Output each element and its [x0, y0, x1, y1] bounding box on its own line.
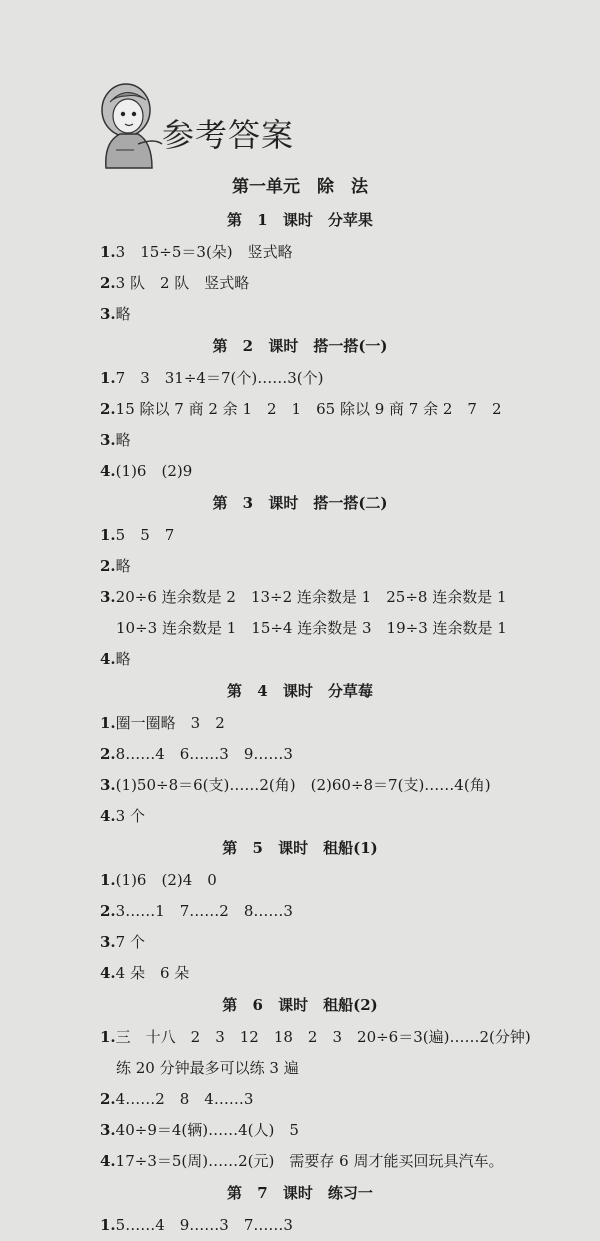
lesson-title: 第 5 课时 租船(1): [222, 839, 378, 857]
answer-line: [0, 551, 600, 582]
answer-line: [0, 1084, 600, 1115]
girl-mascot-icon: [92, 80, 164, 172]
answer-text: 7 个: [115, 933, 145, 951]
answer-text: (1)6 (2)9: [115, 462, 193, 480]
answer-text: 4……2 8 4……3: [115, 1090, 254, 1108]
question-number: 1.: [100, 526, 116, 544]
question-number: 4.: [100, 650, 116, 668]
question-number: 3.: [100, 1121, 116, 1139]
answer-text: (1)50÷8＝6(支)……2(角) (2)60÷8＝7(支)……4(角): [115, 776, 491, 794]
answer-line: [0, 520, 600, 551]
question-number: 2.: [100, 557, 116, 575]
question-number: 3.: [100, 305, 116, 323]
answer-text: (1)6 (2)4 0: [115, 871, 217, 889]
lesson-title: 第 4 课时 分草莓: [227, 682, 373, 700]
answer-text: 5……4 9……3 7……3: [115, 1216, 293, 1234]
answer-line: [0, 1210, 600, 1241]
answer-text: 40÷9＝4(辆)……4(人) 5: [115, 1121, 299, 1139]
answer-text: 4 朵 6 朵: [115, 964, 190, 982]
lessons-list: [0, 204, 600, 1241]
answer-text: 20÷6 连余数是 2 13÷2 连余数是 1 25÷8 连余数是 1: [115, 588, 507, 606]
question-number: 1.: [100, 369, 116, 387]
answer-line: [0, 1022, 600, 1053]
answer-line: [0, 739, 600, 770]
question-number: 1.: [100, 714, 116, 732]
answer-header: [92, 80, 332, 172]
question-number: 4.: [100, 964, 116, 982]
lesson-title: 第 3 课时 搭一搭(二): [212, 494, 388, 512]
answer-text: 略: [115, 431, 131, 449]
answer-text: 5 5 7: [115, 526, 175, 544]
answer-text: 略: [115, 305, 131, 323]
answer-line: [0, 268, 600, 299]
answer-line: [0, 394, 600, 425]
answer-text: 3……1 7……2 8……3: [115, 902, 293, 920]
question-number: 3.: [100, 431, 116, 449]
answer-line: [0, 801, 600, 832]
answer-text: 17÷3＝5(周)……2(元) 需要存 6 周才能买回玩具汽车。: [115, 1152, 504, 1170]
answer-line: [0, 613, 600, 644]
answer-line: [0, 456, 600, 487]
answer-text: 圈一圈略 3 2: [115, 714, 225, 732]
question-number: 2.: [100, 745, 116, 763]
answer-text: 3 个: [115, 807, 145, 825]
answer-text: 8……4 6……3 9……3: [115, 745, 293, 763]
question-number: 3.: [100, 776, 116, 794]
answer-line: [0, 299, 600, 330]
answer-line: [0, 1053, 600, 1084]
answer-text: 练 20 分钟最多可以练 3 遍: [116, 1059, 299, 1077]
answer-text: 15 除以 7 商 2 余 1 2 1 65 除以 9 商 7 余 2 7 2: [115, 400, 502, 418]
answer-line: [0, 958, 600, 989]
answer-title: 参考答案: [162, 116, 295, 154]
question-number: 4.: [100, 807, 116, 825]
answer-line: [0, 896, 600, 927]
answer-line: [0, 644, 600, 675]
answer-line: [0, 865, 600, 896]
answer-line: [0, 425, 600, 456]
question-number: 1.: [100, 1216, 116, 1234]
answer-line: [0, 363, 600, 394]
answer-line: [0, 582, 600, 613]
question-number: 2.: [100, 902, 116, 920]
answer-content: [0, 170, 600, 1241]
question-number: 3.: [100, 588, 116, 606]
answer-text: 3 队 2 队 竖式略: [115, 274, 250, 292]
question-number: 4.: [100, 1152, 116, 1170]
answer-text: 3 15÷5＝3(朵) 竖式略: [115, 243, 293, 261]
answer-line: [0, 1146, 600, 1177]
answer-text: 略: [115, 650, 131, 668]
answer-line: [0, 1115, 600, 1146]
answer-text: 略: [115, 557, 131, 575]
answer-text: 三 十八 2 3 12 18 2 3 20÷6＝3(遍)……2(分钟): [115, 1028, 531, 1046]
answer-line: [0, 237, 600, 268]
answer-text: 7 3 31÷4＝7(个)……3(个): [115, 369, 324, 387]
question-number: 1.: [100, 243, 116, 261]
lesson-title: 第 1 课时 分苹果: [227, 211, 373, 229]
lesson-title: 第 2 课时 搭一搭(一): [212, 337, 388, 355]
question-number: 2.: [100, 400, 116, 418]
question-number: 4.: [100, 462, 116, 480]
answer-line: [0, 770, 600, 801]
lesson-title: 第 7 课时 练习一: [227, 1184, 373, 1202]
answer-text: 10÷3 连余数是 1 15÷4 连余数是 3 19÷3 连余数是 1: [116, 619, 507, 637]
question-number: 3.: [100, 933, 116, 951]
unit-title: 第一单元 除 法: [232, 177, 368, 197]
answer-line: [0, 927, 600, 958]
question-number: 2.: [100, 274, 116, 292]
question-number: 2.: [100, 1090, 116, 1108]
answer-line: [0, 708, 600, 739]
question-number: 1.: [100, 1028, 116, 1046]
lesson-title: 第 6 课时 租船(2): [222, 996, 378, 1014]
question-number: 1.: [100, 871, 116, 889]
